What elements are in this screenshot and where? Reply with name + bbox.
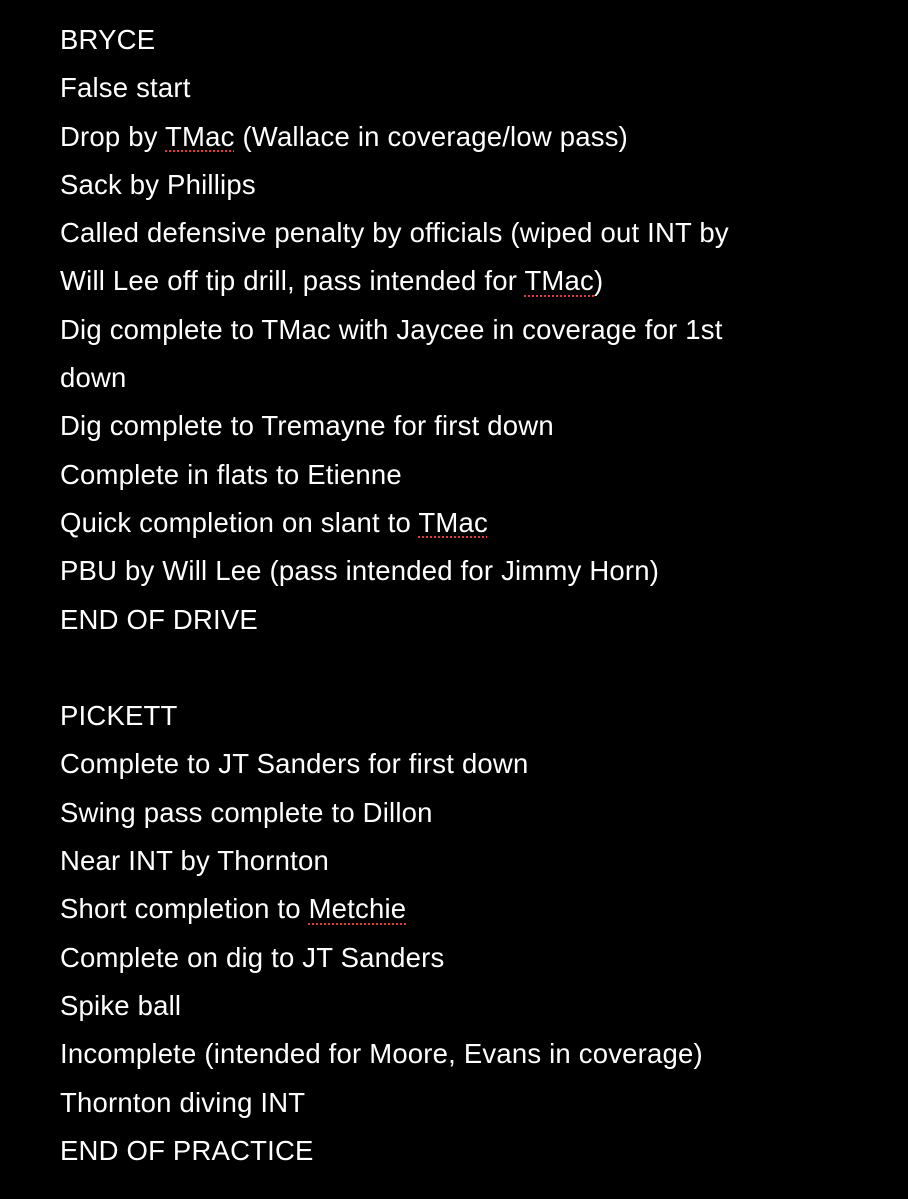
note-text: END OF DRIVE — [60, 603, 258, 635]
note-line — [60, 1030, 900, 1078]
note-line — [60, 885, 900, 933]
note-line — [60, 837, 900, 885]
note-line — [60, 161, 900, 209]
note-line — [60, 451, 900, 499]
note-line — [60, 402, 900, 450]
note-text: Dig complete to TMac with Jaycee in coverage for 1st — [60, 313, 723, 345]
note-line — [60, 499, 900, 547]
misspelled-word: TMac — [165, 120, 235, 152]
note-text: Complete on dig to JT Sanders — [60, 941, 445, 973]
note-line — [60, 1127, 900, 1175]
note-text: Complete to JT Sanders for first down — [60, 748, 529, 780]
note-line — [60, 740, 900, 788]
note-text: Swing pass complete to Dillon — [60, 796, 433, 828]
note-text: Drop by — [60, 120, 166, 152]
note-text: Dig complete to Tremayne for first down — [60, 410, 554, 442]
note-line — [60, 257, 900, 305]
note-line — [60, 354, 900, 402]
note-text: ) — [594, 265, 604, 297]
note-text: BRYCE — [60, 24, 156, 55]
misspelled-word: TMac — [418, 506, 488, 538]
note-line — [60, 306, 900, 354]
note-line — [60, 1079, 900, 1127]
note-line — [60, 547, 900, 595]
note-text: Sack by Phillips — [60, 168, 256, 200]
note-line — [60, 596, 900, 644]
note-text: Quick completion on slant to — [60, 506, 419, 538]
misspelled-word: Metchie — [308, 893, 407, 925]
misspelled-word: TMac — [524, 265, 594, 297]
note-text: PBU by Will Lee (pass intended for Jimmy Horn) — [60, 555, 660, 587]
note-line — [60, 209, 900, 257]
note-line — [60, 64, 900, 112]
note-text: Near INT by Thornton — [60, 845, 329, 877]
note-line — [60, 789, 900, 837]
note-text: Incomplete (intended for Moore, Evans in coverage) — [60, 1038, 703, 1070]
note-text: Complete in flats to Etienne — [60, 458, 402, 490]
note-text: Short completion to — [60, 893, 309, 925]
blank-line — [60, 644, 900, 692]
note-text: Thornton diving INT — [60, 1086, 306, 1118]
note-text: False start — [60, 72, 191, 104]
note-line — [60, 113, 900, 161]
notes-text-body[interactable] — [60, 16, 900, 1175]
note-line — [60, 934, 900, 982]
note-line — [60, 692, 900, 740]
note-text: down — [60, 362, 127, 394]
note-text: Will Lee off tip drill, pass intended for — [60, 265, 525, 297]
note-text: (Wallace in coverage/low pass) — [234, 120, 628, 152]
note-line — [60, 16, 900, 64]
note-text: PICKETT — [60, 700, 178, 732]
note-text: END OF PRACTICE — [60, 1134, 314, 1166]
note-text: Spike ball — [60, 989, 182, 1021]
note-text: Called defensive penalty by officials (wiped out INT by — [60, 217, 729, 249]
note-line — [60, 982, 900, 1030]
